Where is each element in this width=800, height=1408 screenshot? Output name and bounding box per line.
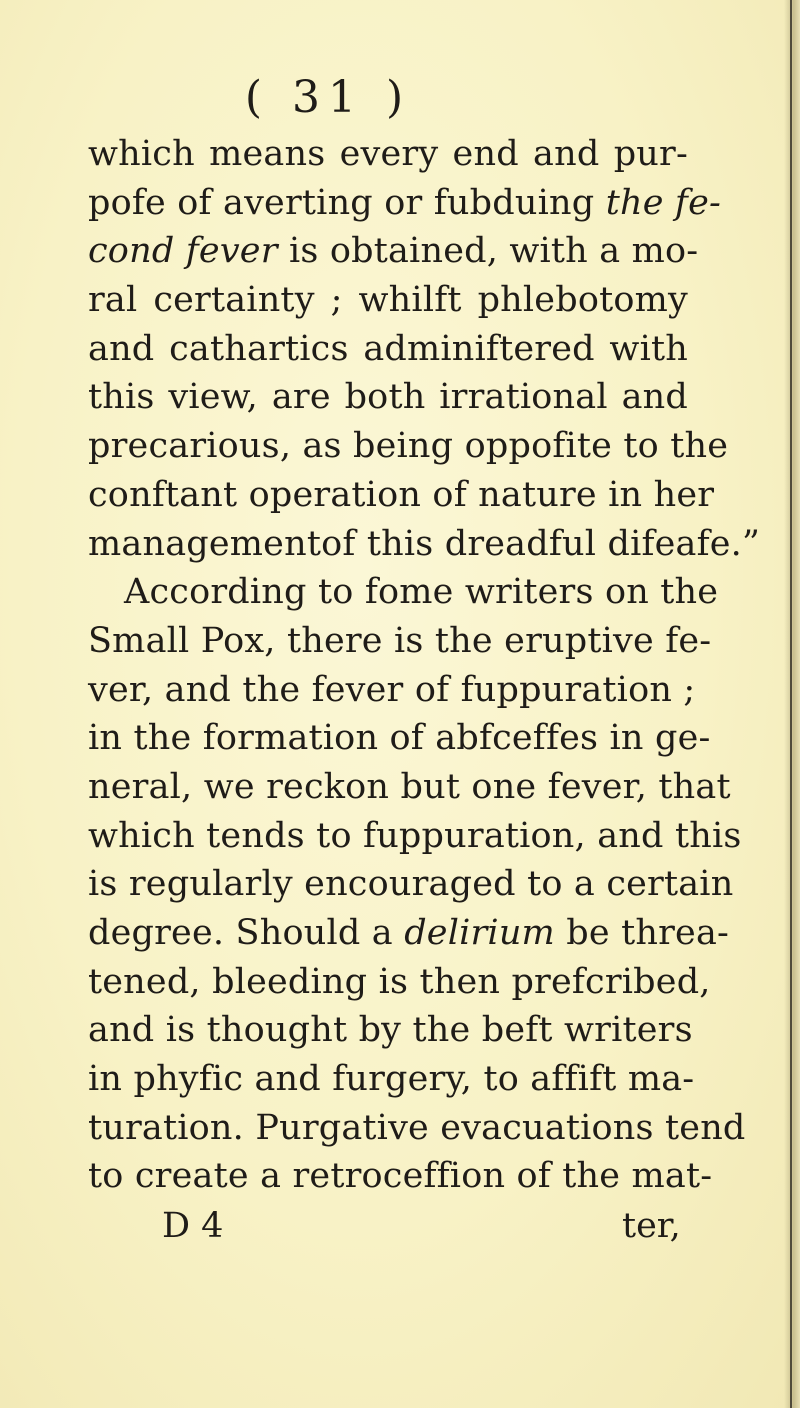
line-text: is obtained, with a mo-: [277, 231, 699, 272]
page-number: ( 31 ): [244, 72, 412, 123]
signature-mark: D 4: [162, 1206, 224, 1247]
text-line-15: which tends to fuppuration, and this: [88, 815, 742, 856]
text-line-3: [88, 227, 699, 276]
text-line-22: to create a retroceffion of the mat-: [88, 1156, 713, 1197]
text-line-16: is regularly encouraged to a certain: [88, 864, 734, 905]
text-line-12: ver, and the fever of fuppuration ;: [88, 669, 696, 710]
italic-phrase: cond fever: [88, 231, 278, 272]
text-line-4: ral certainty ; whilft phlebotomy: [88, 280, 688, 321]
line-text: degree. Should a: [88, 913, 405, 953]
text-line-17: [88, 909, 730, 958]
text-line-6: this view, are both irrational and: [88, 377, 688, 418]
text-line-9: managementof this dreadful difeafe.”: [88, 523, 761, 564]
text-line-1: which means every end and pur-: [88, 134, 688, 174]
italic-phrase: delirium: [404, 913, 555, 953]
text-line-20: in phyfic and furgery, to affift ma-: [88, 1059, 695, 1100]
text-line-8: conftant operation of nature in her: [88, 474, 715, 515]
line-text: be threa-: [554, 913, 730, 953]
italic-phrase: the fe-: [605, 182, 722, 223]
text-line-13: in the formation of abfceffes in ge-: [88, 718, 711, 759]
line-text: pofe of averting or fubduing: [88, 182, 606, 223]
text-line-19: and is thought by the beft writers: [88, 1010, 693, 1051]
catchword: ter,: [622, 1206, 681, 1247]
text-line-21: turation. Purgative evacuations tend: [88, 1107, 746, 1148]
text-line-2: [88, 179, 722, 228]
paragraph-start-line: According to fome writers on the: [124, 572, 719, 613]
page-footer: [88, 1201, 688, 1251]
text-line-5: and cathartics adminiftered with: [88, 328, 688, 369]
text-line-7: precarious, as being oppofite to the: [88, 426, 729, 467]
text-line-11: Small Pox, there is the eruptive fe-: [88, 620, 712, 661]
text-line-14: neral, we reckon but one fever, that: [88, 766, 731, 807]
text-line-18: tened, bleeding is then prefcribed,: [88, 961, 711, 1002]
book-page: [88, 72, 761, 1251]
page-edge-shadow: [784, 0, 800, 1408]
